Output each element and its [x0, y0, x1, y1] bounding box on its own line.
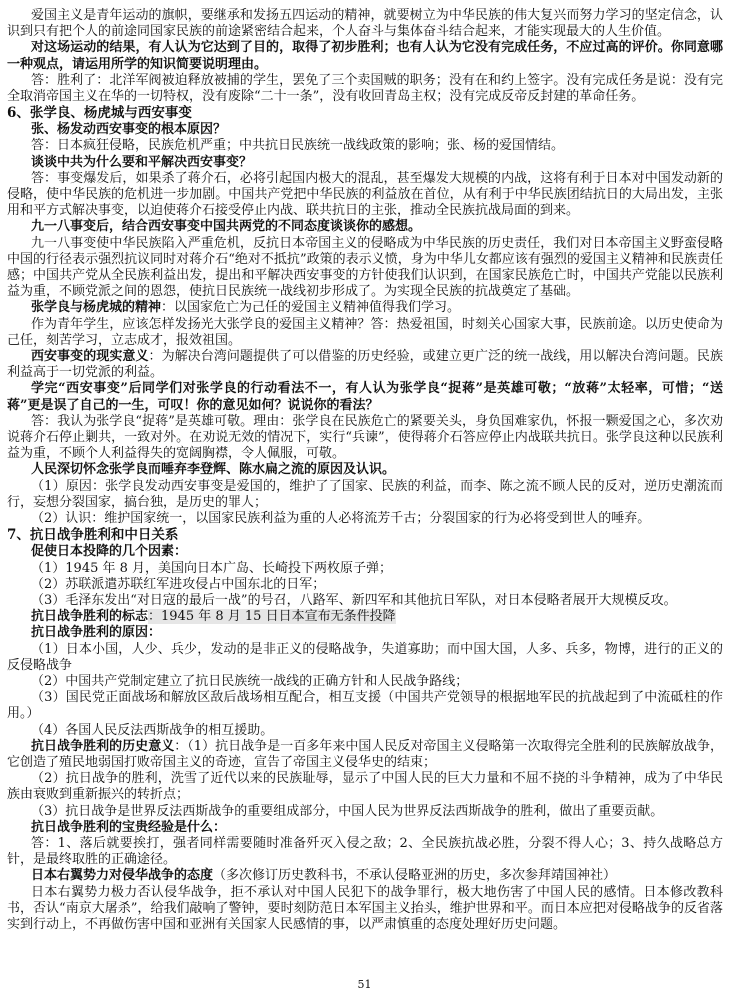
s7-victory-mark-line — [7, 609, 723, 625]
s6-spirit-text: ：以国家危亡为己任的爱国主义精神值得我们学习。 — [161, 300, 461, 316]
s7-right-wing-note: （多次修订历史教科书，不承认侵略亚洲的历史，多次参拜靖国神社） — [213, 868, 617, 884]
s7-reason-1: （1）日本小国，人少、兵少，发动的是非正义的侵略战争，失道寡助；而中国大国，人多、兵多，物博，进行的正义的反侵略战争 — [7, 641, 723, 673]
section-7-heading: 7、抗日战争胜利和中日关系 — [7, 527, 179, 544]
s7-question-surrender-factors: 促使日本投降的几个因素： — [31, 544, 188, 560]
s6-spirit-line — [7, 300, 723, 316]
s6-question-peaceful-resolution: 谈谈中共为什么要和平解决西安事变？ — [31, 154, 253, 170]
s7-factor-3: （3）毛泽东发出“对日寇的最后一战”的号召，八路军、新四军和其他抗日军队，对日本侵略者展开大规模反攻。 — [31, 592, 677, 608]
s7-significance-line — [7, 739, 723, 771]
s6-spirit-label: 张学良与杨虎城的精神 — [31, 300, 162, 316]
s6-significance-label: 西安事变的现实意义 — [31, 349, 149, 365]
s6-question-root-cause: 张、杨发动西安事变的根本原因？ — [31, 122, 227, 138]
s7-factor-1: （1）1945 年 8 月，美国向日本广岛、长崎投下两枚原子弹； — [31, 560, 393, 576]
s6-answer-understanding: （2）认识：维护国家统一，以国家民族利益为重的人必将流芳千古；分裂国家的行为必将受到世人的唾弃。 — [31, 511, 651, 527]
s7-reason-2: （2）中国共产党制定建立了抗日民族统一战线的正确方针和人民战争路线； — [31, 673, 469, 689]
s6-significance-line — [7, 349, 723, 381]
s6-question-remembrance: 人民深切怀念张学良而唾弃李登辉、陈水扁之流的原因及认识。 — [31, 462, 396, 478]
s7-significance-3: （3）抗日战争是世界反法西斯战争的重要组成部分，中国人民为世界反法西斯战争的胜利，做出了重要贡献。 — [31, 803, 664, 819]
s6-answer-feelings: 九一八事变使中华民族陷入严重危机，反抗日本帝国主义的侵略成为中华民族的历史责任，我们对日本帝国主义野蛮侵略中国的行径表示强烈抗议同时对蒋介石“绝对不抵抗”政策的表示义愤，身为中华儿女都应该有强烈的爱国主义精神和民族责任感；中国共产党从全民族利益出发，提出和平解决西安事变的方针使我们认识到，在国家民族危亡时，中国共产党能以民族利益为重，不顾党派之间的恩怨，使抗日民族统一战线初步形成了。为实现全民族的抗战奠定了基础。 — [7, 235, 723, 300]
answer-result-evaluation: 答：胜利了：北洋军阀被迫释放被捕的学生，罢免了三个卖国贼的职务；没有在和约上签字。没有完成任务是说：没有完全取消帝国主义在华的一切特权，没有废除“二十一条”，没有收回青岛主权；没有完成反帝反封建的革命任务。 — [7, 72, 723, 105]
s7-victory-mark-label: 抗日战争胜利的标志 — [31, 609, 149, 625]
s7-right-wing-line — [7, 868, 723, 884]
question-result-evaluation: 对这场运动的结果，有人认为它达到了目的，取得了初步胜利；也有人认为它没有完成任务，不应过高的评价。你同意哪一种观点，请运用所学的知识简要说明理由。 — [7, 40, 723, 72]
s7-factor-2: （2）苏联派遣苏联红军进攻侵占中国东北的日军； — [31, 576, 326, 592]
s6-student-answer: 作为青年学生，应该怎样发扬光大张学良的爱国主义精神？答：热爱祖国，时刻关心国家大事，民族前途。以历史使命为己任，刻苦学习，立志成才，报效祖国。 — [7, 316, 723, 348]
s7-significance-text: ：（1）抗日战争是一百多年来中国人民反对帝国主义侵略第一次取得完全胜利的民族解放战争，它创造了殖民地弱国打败帝国主义的奇迹，宣告了帝国主义侵华史的结束； — [7, 738, 723, 770]
section-6-heading: 6、张学良、杨虎城与西安事变 — [7, 105, 192, 122]
s7-question-experience: 抗日战争胜利的宝贵经验是什么： — [31, 819, 227, 835]
s7-victory-mark-text: ：1945 年 8 月 15 日日本宣布无条件投降 — [148, 609, 396, 625]
s7-right-wing-answer: 日本右翼势力极力否认侵华战争，拒不承认对中国人民犯下的战争罪行，极大地伤害了中国人民的感情。日本修改教科书，否认“南京大屠杀”，给我们敲响了警钟，要时刻防范日本军国主义抬头，维护世界和平。而日本应把对侵略战争的反省落实到行动上，不再做伤害中国和亚洲有关国家人民感情的事，以严肃慎重的态度处理好历史问题。 — [7, 884, 723, 932]
s6-question-feelings: 九一八事变后，结合西安事变中国共两党的不同态度谈谈你的感想。 — [31, 219, 422, 235]
s6-answer-reason: （1）原因：张学良发动西安事变是爱国的，维护了了国家、民族的利益，而李、陈之流不顾人民的反对，逆历史潮流而行，妄想分裂国家，搞台独，是历史的罪人； — [7, 478, 723, 510]
s6-question-opinion: 学完“西安事变”后同学们对张学良的行动看法不一，有人认为张学良“捉蒋”是英雄可敬；“放蒋”太轻率，可惜；“送蒋”更是误了自己的一生，可叹！你的意见如何？说说你的看法？ — [7, 381, 723, 413]
document-page — [7, 8, 723, 933]
s6-answer-root-cause: 答：日本疯狂侵略，民族危机严重；中共抗日民族统一战线政策的影响；张、杨的爱国情结。 — [31, 138, 565, 154]
intro-paragraph: 爱国主义是青年运动的旗帜，要继承和发扬五四运动的精神，就要树立为中华民族的伟大复兴而努力学习的坚定信念，认识到只有把个人的前途同国家民族的前途紧密结合起来，个人奋斗与集体奋斗结合起来，才能实现最大的人生价值。 — [7, 8, 723, 40]
s7-reason-3: （3）国民党正面战场和解放区敌后战场相互配合，相互支援（中国共产党领导的根据地军民的抗战起到了中流砥柱的作用。） — [7, 690, 723, 722]
s7-answer-experience: 答：1、落后就要挨打，强者同样需要随时准备歼灭入侵之敌；2、全民族抗战必胜，分裂不得人心；3、持久战略总方针，是最终取胜的正确途径。 — [7, 835, 723, 868]
s7-significance-2: （2）抗日战争的胜利，洗雪了近代以来的民族耻辱，显示了中国人民的巨大力量和不屈不挠的斗争精神，成为了中华民族由衰败到重新振兴的转折点； — [7, 771, 723, 803]
page-number: 51 — [357, 978, 372, 991]
s7-reason-4: （4）各国人民反法西斯战争的相互援助。 — [31, 722, 274, 738]
s7-right-wing-label: 日本右翼势力对侵华战争的态度 — [31, 868, 214, 884]
s6-significance-text: ：为解决台湾问题提供了可以借鉴的历史经验，或建立更广泛的统一战线，用以解决台湾问题。民族利益高于一切党派的利益。 — [7, 349, 723, 381]
s7-significance-label: 抗日战争胜利的历史意义 — [31, 738, 175, 754]
s7-question-victory-reasons: 抗日战争胜利的原因： — [31, 625, 162, 641]
s6-answer-peaceful-resolution: 答：事变爆发后，如果杀了蒋介石，必将引起国内极大的混乱，甚至爆发大规模的内战，这将有利于日本对中国发动新的侵略，使中华民族的危机进一步加剧。中国共产党把中华民族的利益放在首位，从有利于中华民族团结抗日的大局出发，主张用和平方式解决事变，以迫使蒋介石接受停止内战、联共抗日的主张，推动全民族抗战局面的到来。 — [7, 170, 723, 219]
s6-answer-opinion: 答：我认为张学良“捉蒋”是英雄可敬。理由：张学良在民族危亡的紧要关头，身负国难家仇，怀报一颗爱国之心，多次劝说蒋介石停止剿共，一致对外。在劝说无效的情况下，实行“兵谏”，使得蒋介石答应停止内战联共抗日。张学良这种以民族利益为重，不顾个人利益得失的宽阔胸襟，令人佩服，可敬。 — [7, 413, 723, 462]
